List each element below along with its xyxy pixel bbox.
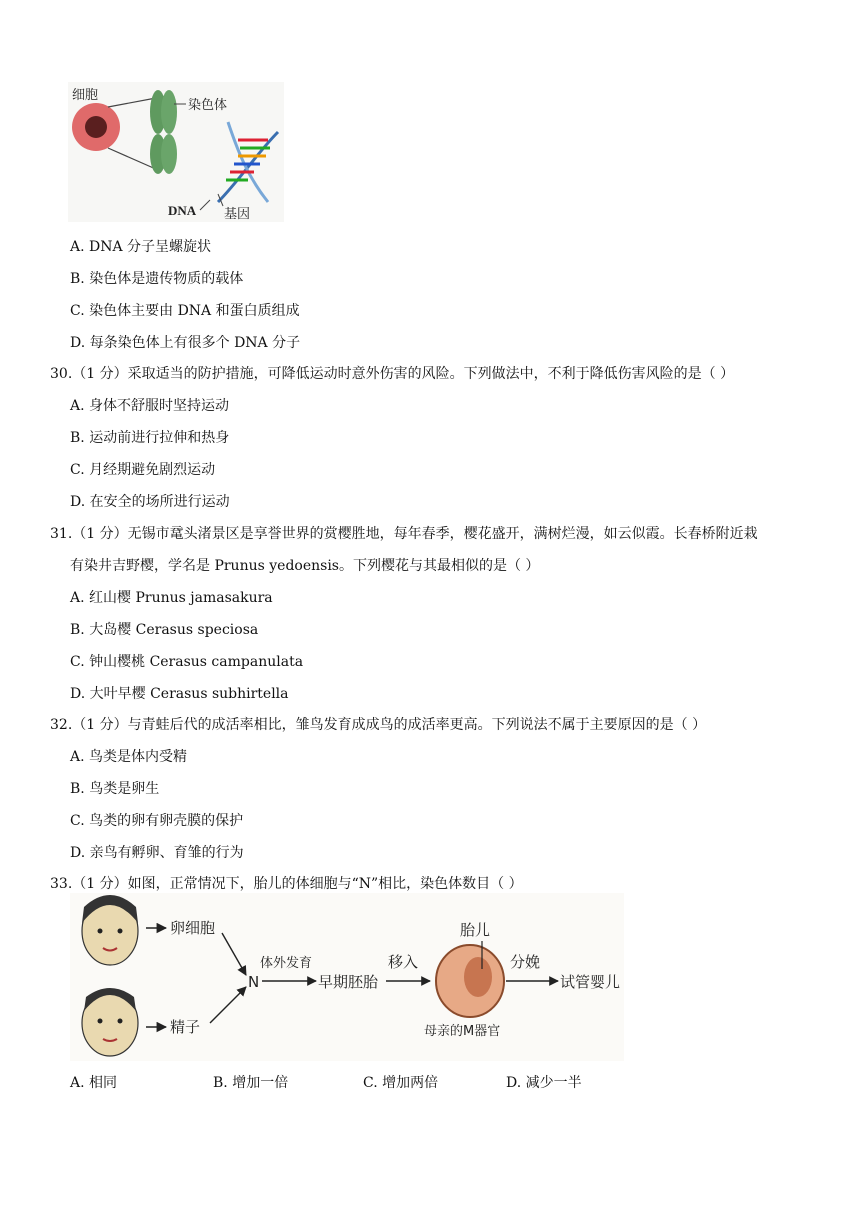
q32-option-d: D. 亲鸟有孵卵、育雏的行为 [70, 845, 244, 861]
q30-stem: 30.（1 分）采取适当的防护措施，可降低运动时意外伤害的风险。下列做法中，不利于降低伤害风险的是（ ） [50, 366, 735, 382]
figure-label-baby: 试管婴儿 [560, 973, 621, 991]
figure-label-dna: DNA [168, 203, 197, 218]
q33-option-c: C. 增加两倍 [363, 1075, 439, 1091]
q29-option-b: B. 染色体是遗传物质的载体 [70, 271, 244, 287]
ivf-process-figure [70, 893, 624, 1061]
cell-chromosome-dna-figure [68, 82, 284, 222]
q31-option-d: D. 大叶早樱 Cerasus subhirtella [70, 686, 289, 702]
q32-option-b: B. 鸟类是卵生 [70, 781, 160, 797]
q32-option-a: A. 鸟类是体内受精 [70, 749, 188, 765]
q30-option-a: A. 身体不舒服时坚持运动 [70, 398, 230, 414]
q30-option-d: D. 在安全的场所进行运动 [70, 494, 230, 510]
figure-label-delivery: 分娩 [510, 953, 541, 971]
father-face-icon [82, 988, 138, 1056]
q33-stem: 33.（1 分）如图，正常情况下，胎儿的体细胞与“N”相比，染色体数目（ ） [50, 876, 523, 892]
q32-stem: 32.（1 分）与青蛙后代的成活率相比，雏鸟发育成成鸟的成活率更高。下列说法不属于主要原因的是（ ） [50, 717, 707, 733]
q33-option-d: D. 减少一半 [506, 1075, 582, 1091]
mother-face-icon [82, 895, 138, 965]
q33-option-b: B. 增加一倍 [213, 1075, 289, 1091]
q31-option-b: B. 大岛樱 Cerasus speciosa [70, 622, 259, 638]
figure-label-early-embryo: 早期胚胎 [318, 973, 379, 991]
figure-label-chromosome: 染色体 [188, 98, 228, 113]
q33-option-a: A. 相同 [70, 1075, 118, 1091]
uterus-icon [436, 945, 504, 1017]
figure-label-sperm: 精子 [170, 1018, 201, 1036]
figure-label-gene: 基因 [224, 207, 251, 222]
q29-option-c: C. 染色体主要由 DNA 和蛋白质组成 [70, 303, 300, 319]
q31-stem-line2: 有染井吉野樱，学名是 Prunus yedoensis。下列樱花与其最相似的是（ ） [70, 558, 540, 574]
figure-label-organ: 母亲的M器官 [424, 1024, 501, 1039]
figure-label-transfer: 移入 [388, 953, 419, 971]
figure-label-egg: 卵细胞 [170, 919, 216, 937]
figure-label-n: N [248, 973, 260, 991]
q30-option-b: B. 运动前进行拉伸和热身 [70, 430, 230, 446]
figure-label-cell: 细胞 [72, 88, 99, 103]
q31-option-a: A. 红山樱 Prunus jamasakura [70, 590, 273, 606]
q30-option-c: C. 月经期避免剧烈运动 [70, 462, 216, 478]
q32-option-c: C. 鸟类的卵有卵壳膜的保护 [70, 813, 244, 829]
figure-label-in-vitro: 体外发育 [260, 956, 313, 971]
q31-stem-line1: 31.（1 分）无锡市鼋头渚景区是享誉世界的赏樱胜地，每年春季，樱花盛开，满树烂漫，如云似霞。长春桥附近栽 [50, 526, 758, 542]
q29-option-d: D. 每条染色体上有很多个 DNA 分子 [70, 335, 301, 351]
figure-label-fetus: 胎儿 [460, 921, 491, 939]
q33-options [70, 1073, 582, 1093]
q29-option-a: A. DNA 分子呈螺旋状 [70, 239, 212, 255]
q31-option-c: C. 钟山樱桃 Cerasus campanulata [70, 654, 304, 670]
